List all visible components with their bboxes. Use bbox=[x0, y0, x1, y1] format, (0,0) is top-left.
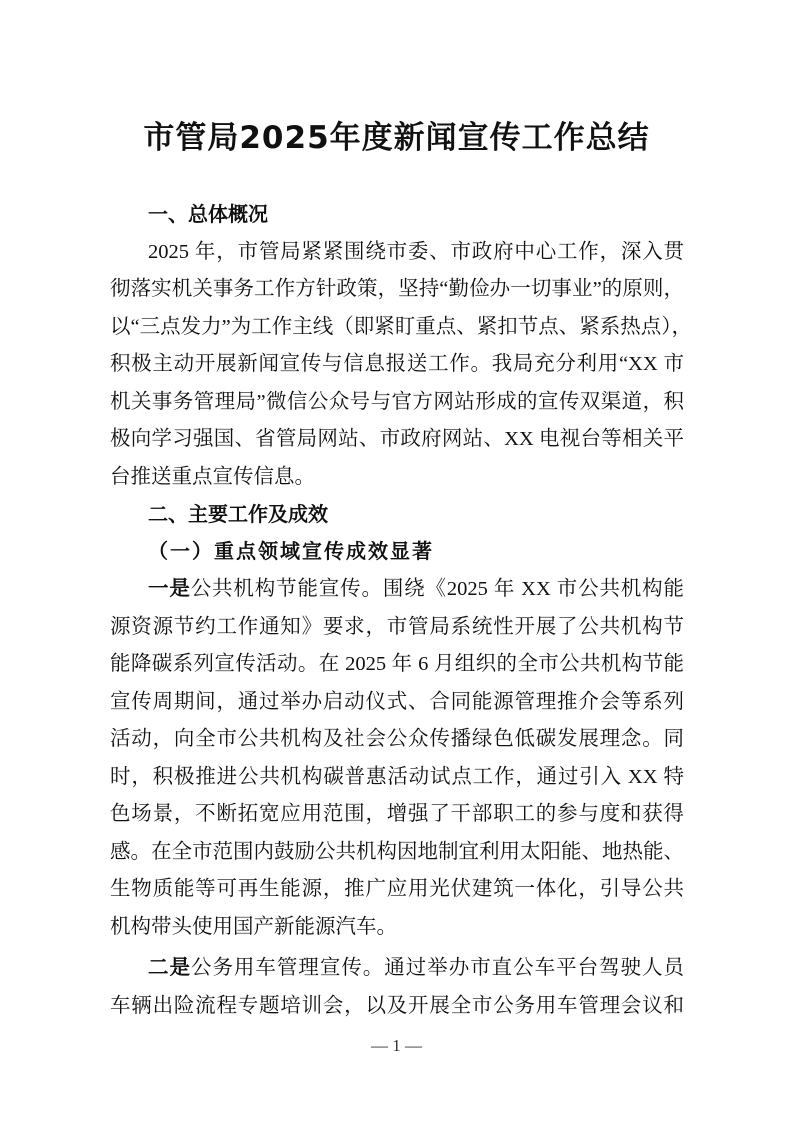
section-heading-overview: 一、总体概况 bbox=[148, 202, 268, 226]
paragraph-lead: 二是 bbox=[148, 957, 191, 979]
paragraph-line: 活动，向全市公共机构及社会公众传播绿色低碳发展理念。同 bbox=[110, 728, 684, 750]
paragraph-line bbox=[110, 571, 684, 609]
paragraph-line: 台推送重点宣传信息。 bbox=[110, 465, 315, 488]
paragraph-line bbox=[110, 950, 684, 988]
paragraph-line: 色场景，不断拓宽应用范围，增强了干部职工的参与度和获得 bbox=[110, 803, 684, 825]
paragraph-line: 机关事务管理局”微信公众号与官方网站形成的宣传双渠道，积 bbox=[110, 390, 684, 413]
paragraph-line: 积极主动开展新闻宣传与信息报送工作。我局充分利用“XX 市 bbox=[110, 353, 684, 375]
paragraph-text: 公务用车管理宣传。通过举办市直公车平台驾驶人员 bbox=[190, 957, 685, 979]
paragraph-line: 源资源节约工作通知》要求，市管局系统性开展了公共机构节 bbox=[110, 615, 684, 638]
paragraph-line: 感。在全市范围内鼓励公共机构因地制宜利用太阳能、地热能、 bbox=[110, 840, 684, 863]
vehicle-management-paragraph bbox=[110, 950, 684, 1025]
document-title: 市管局2025年度新闻宣传工作总结 bbox=[143, 120, 650, 156]
energy-saving-paragraph bbox=[110, 571, 684, 946]
paragraph-line: 2025 年，市管局紧紧围绕市委、市政府中心工作，深入贯 bbox=[148, 240, 684, 263]
paragraph-line: 生物质能等可再生能源，推广应用光伏建筑一体化，引导公共 bbox=[110, 878, 684, 900]
paragraph-line: 机构带头使用国产新能源汽车。 bbox=[110, 915, 397, 938]
paragraph-line: 时，积极推进公共机构碳普惠活动试点工作，通过引入 XX 特 bbox=[110, 765, 684, 788]
paragraph-line: 车辆出险流程专题培训会，以及开展全市公务用车管理会议和 bbox=[110, 994, 684, 1017]
paragraph-line: 极向学习强国、省管局网站、市政府网站、XX 电视台等相关平 bbox=[110, 428, 684, 450]
overview-paragraph bbox=[110, 234, 692, 497]
section-heading-main-work: 二、主要工作及成效 bbox=[148, 502, 328, 526]
subsection-heading: （一）重点领域宣传成效显著 bbox=[148, 540, 434, 563]
page-number: — 1 — bbox=[371, 1036, 422, 1055]
paragraph-lead: 一是 bbox=[148, 578, 191, 600]
paragraph-line: 宣传周期间，通过举办启动仪式、合同能源管理推介会等系列 bbox=[110, 690, 684, 713]
document-body bbox=[110, 196, 692, 1025]
paragraph-line: 以“三点发力”为工作主线（即紧盯重点、紧扣节点、紧系热点）， bbox=[110, 315, 692, 338]
paragraph-line: 彻落实机关事务工作方针政策，坚持“勤俭办一切事业”的原则， bbox=[110, 278, 684, 300]
paragraph-text: 公共机构节能宣传。围绕《2025 年 XX 市公共机构能 bbox=[190, 578, 685, 600]
paragraph-line: 能降碳系列宣传活动。在 2025 年 6 月组织的全市公共机构节能 bbox=[110, 653, 684, 675]
